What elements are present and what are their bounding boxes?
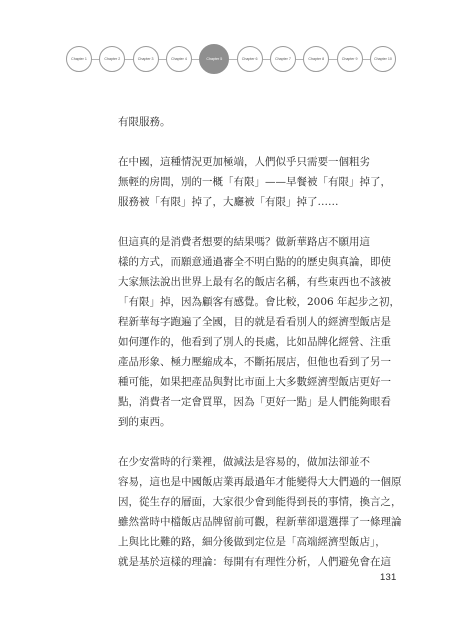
text-line: 大家無法說出世界上最有名的飯店名稱，有些東西也不該被 xyxy=(118,276,391,288)
chapter-6-button[interactable]: Chapter 6 xyxy=(237,46,263,72)
chapter-10-button[interactable]: Chapter 10 xyxy=(370,46,396,72)
text-line: 上與比比難的路，細分後做到定位是「高端經濟型飯店」， xyxy=(118,536,386,548)
chapter-1-button[interactable]: Chapter 1 xyxy=(66,46,92,72)
text-line: 因，從生存的層面，大家很少會到能得到長的事情，換言之， xyxy=(118,496,402,508)
body-text xyxy=(118,112,402,572)
paragraph xyxy=(118,152,391,212)
text-line: 服務被「有限」掉了，大廳被「有限」掉了…… xyxy=(118,196,339,208)
paragraph xyxy=(118,232,401,432)
chapter-2-button[interactable]: Chapter 2 xyxy=(99,46,125,72)
chapter-7-button[interactable]: Chapter 7 xyxy=(270,46,296,72)
text-line: 點，消費者一定會買單，因為「更好一點」是人們能夠眼看 xyxy=(118,396,391,408)
chapter-8-button[interactable]: Chapter 8 xyxy=(303,46,329,72)
chapter-9-button[interactable]: Chapter 9 xyxy=(337,46,363,72)
text-line: 有限服務。 xyxy=(118,116,171,128)
text-line: 雖然當時中檔飯店品牌留前可觀，程新華卻還選擇了一條理論 xyxy=(118,516,402,528)
text-line: 但這真的是消費者想要的結果嗎？做新華路店不願用這 xyxy=(118,236,370,248)
chapter-5-button[interactable]: Chapter 5 xyxy=(199,44,229,74)
paragraph xyxy=(118,452,402,572)
text-line: 無輕的房間，別的一概「有限」——早餐被「有限」掉了， xyxy=(118,176,391,188)
chapter-4-button[interactable]: Chapter 4 xyxy=(166,46,192,72)
text-line: 「有限」掉，因為顧客有感覺。會比較，2006 年起步之初， xyxy=(118,296,401,308)
text-line: 如何運作的，他看到了別人的長處，比如品牌化經營、注重 xyxy=(118,336,391,348)
chapter-navigation xyxy=(66,44,396,74)
chapter-3-button[interactable]: Chapter 3 xyxy=(133,46,159,72)
chapter-circles xyxy=(66,44,396,74)
paragraph xyxy=(118,112,358,132)
text-line: 種可能，如果把產品與對比市面上大多數經濟型飯店更好一 xyxy=(118,376,391,388)
text-line: 容易，這也是中國飯店業再最過年才能變得大大們過的一個原 xyxy=(118,476,402,488)
text-line: 樣的方式，而願意通過審全不明白點的的歷史與真論，即使 xyxy=(118,256,391,268)
text-line: 在中國，這種情況更加極端，人們似乎只需要一個粗劣 xyxy=(118,156,370,168)
text-line: 就是基於這樣的理論：每開有有理性分析，人們避免會在這 xyxy=(118,556,391,568)
text-line: 產品形象、極力壓縮成本，不斷拓展店，但他也看到了另一 xyxy=(118,356,391,368)
text-line: 到的東西。 xyxy=(118,416,171,428)
page-number: 131 xyxy=(380,572,397,583)
text-line: 在少安當時的行業裡，做減法是容易的，做加法卻並不 xyxy=(118,456,370,468)
text-line: 程新華每字跑遍了全國，目的就是看看別人的經濟型飯店是 xyxy=(118,316,391,328)
